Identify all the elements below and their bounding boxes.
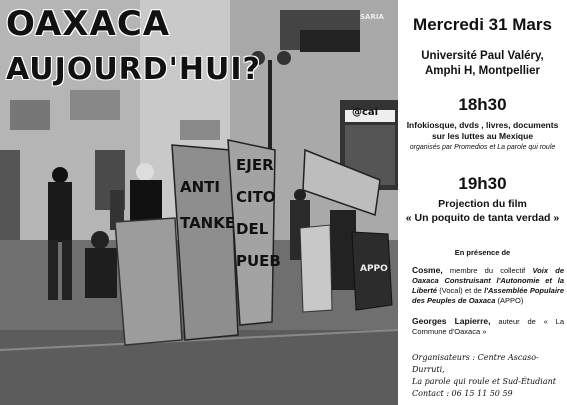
- speaker1-text-b: (Vocal) et de: [437, 286, 485, 295]
- venue-line1: Université Paul Valéry,: [421, 50, 544, 62]
- sign-anti: ANTI: [180, 178, 220, 196]
- organizers-line2: La parole qui roule et Sud-Étudiant: [412, 377, 556, 386]
- sign-cito: CITO: [236, 188, 276, 206]
- speaker1-name: Cosme,: [412, 265, 443, 275]
- sign-calle: @cal: [352, 107, 379, 118]
- sign-tank: TANKE: [180, 214, 236, 232]
- speaker1-text-c: (APPO): [495, 296, 524, 305]
- speaker-lapierre: [412, 316, 564, 337]
- speaker1-assembly: l'Assemblée Populaire des Peuples de Oaxaca: [412, 286, 565, 305]
- sign-appo: APPO: [360, 264, 388, 274]
- organizers-line1: Organisateurs : Centre Ascaso-Durruti,: [412, 353, 539, 374]
- poster-title-line1: OAXACA: [6, 4, 171, 44]
- time1-desc-line2: sur les luttes au Mexique: [431, 131, 534, 141]
- time1-desc-line1: Infokiosque, dvds , livres, documents: [406, 120, 559, 130]
- speaker1-collective: Voix de Oaxaca Construisant l'Autonomie et la Liberté: [412, 266, 564, 295]
- time-1: 18h30: [458, 95, 507, 114]
- film-title: « Un poquito de tanta verdad »: [405, 212, 560, 224]
- sign-storefront: SARIA: [360, 13, 384, 21]
- presence-heading: En présence de: [454, 248, 511, 257]
- organizers-contact: Contact : 06 15 11 50 59: [412, 389, 513, 398]
- event-venue: [398, 49, 567, 79]
- sign-del: DEL: [236, 220, 269, 238]
- event-info-panel: [398, 0, 567, 405]
- event-date: Mercredi 31 Mars: [413, 15, 552, 34]
- poster-title-line2: AUJOURD'HUI?: [6, 52, 261, 87]
- venue-line2: Amphi H, Montpellier: [425, 65, 540, 77]
- speaker1-text-a: membre du collectif: [442, 266, 533, 275]
- sign-pueb: PUEB: [236, 252, 281, 270]
- sign-ejer: EJER: [236, 156, 274, 174]
- film-label: Projection du film: [438, 198, 527, 210]
- time-2: 19h30: [458, 174, 507, 193]
- speaker2-text: auteur de « La Commune d'Oaxaca »: [412, 317, 564, 336]
- speaker-cosme: [412, 265, 564, 306]
- time1-description: [402, 120, 563, 142]
- time1-organizers: organisés par Promedios et La parole qui roule: [409, 144, 556, 151]
- speaker2-name: Georges Lapierre,: [412, 316, 491, 326]
- organizers-block: [412, 352, 564, 400]
